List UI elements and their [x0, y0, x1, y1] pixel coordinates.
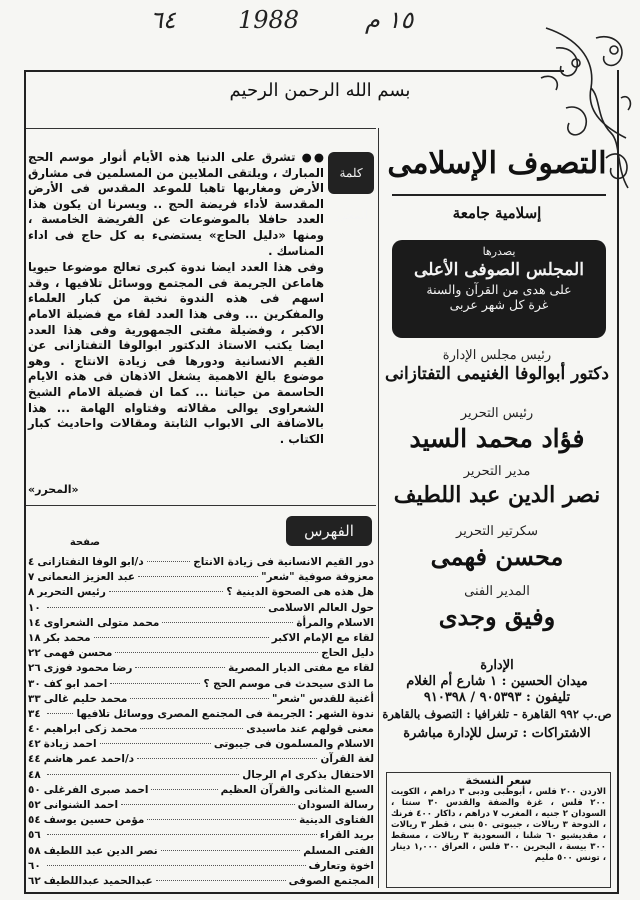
toc-item-page: ٦٠	[28, 859, 41, 872]
toc-leader-dots	[47, 607, 265, 608]
toc-leader-dots	[94, 637, 269, 638]
toc-page-label: صفحة	[69, 537, 100, 548]
toc-row	[28, 617, 374, 632]
toc-item-page: ٦٢	[28, 874, 41, 887]
toc-item-author: د/احمد عمر هاشم	[43, 753, 135, 766]
price-title: سعر النسخة	[465, 774, 532, 787]
toc-leader-dots	[110, 683, 200, 684]
toc-row	[28, 829, 374, 844]
toc-leader-dots	[162, 622, 293, 623]
staff-role-editor-in-chief: رئيس التحرير	[460, 406, 534, 421]
publisher-box	[392, 240, 606, 338]
administration-address: ميدان الحسين : ١ شارع أم الغلام	[406, 674, 588, 689]
toc-item-page: ٣٠	[28, 677, 41, 690]
toc-row	[28, 647, 374, 662]
toc-row	[28, 693, 374, 708]
staff-name-art-director: وفيق وجدى	[438, 602, 556, 631]
toc-leader-dots	[151, 789, 217, 790]
editorial-rule	[26, 505, 376, 506]
toc-row	[28, 556, 374, 571]
toc-item-page: ٣٤	[28, 707, 41, 720]
toc-leader-dots	[135, 667, 225, 668]
toc-item-page: ٥٤	[28, 814, 41, 827]
toc-item-author: احمد ابو كف	[43, 677, 108, 690]
basmala-rule	[26, 128, 376, 129]
toc-row	[28, 799, 374, 814]
basmala: بسم الله الرحمن الرحيم	[229, 80, 411, 101]
toc-row	[28, 738, 374, 753]
toc-item-page: ٢٢	[28, 647, 41, 660]
staff-role-secretary: سكرتير التحرير	[456, 524, 538, 539]
magazine-title: التصوف الإسلامى	[387, 146, 607, 181]
price-text: الاردن ٢٠٠ فلس ، أبوظبى ودبى ٣ دراهم ، الكويت ٢٠٠ فلس ، غزة والضفة والقدس ٣٠ سنتا ، السودان ٢ جنيه ، المغرب ٧ دراهم ، داكار ٤٠٠ فرنك ، الدوحة ٣ ريالات ، جيبوتى ٥٠ بنى ، قطر ٣ ريالات ، مقديشيو ٦٠ شلنا ، السعودية ٣ ريالات ، مسقط ٣٠٠ بيسة ، البحرين ٣٠٠ فلس ، العراق ١,٠٠٠ دينار ، تونس ٥٠٠ مليم	[391, 787, 607, 863]
toc-item-title: أغنية للقدس "شعر"	[271, 692, 374, 705]
toc-row	[28, 708, 374, 723]
staff-name-chairman: دكتور أبوالوفا الغنيمى التفتازانى	[385, 364, 609, 384]
staff-role-chairman: رئيس مجلس الإدارة	[442, 348, 552, 363]
toc-item-title: بريد القراء	[319, 829, 374, 842]
publisher-name: المجلس الصوفى الأعلى	[414, 260, 584, 280]
toc-item-page: ٥٦	[28, 829, 41, 842]
staff-name-managing-editor: نصر الدين عبد اللطيف	[393, 482, 601, 508]
toc-row	[28, 678, 374, 693]
toc-item-author: رئيس التحرير	[37, 586, 106, 599]
toc-item-author: محمد زكى ابراهيم	[43, 723, 138, 736]
toc-row	[28, 602, 374, 617]
toc-item-page: ٥٠	[28, 783, 41, 796]
toc-item-title: الاحتفال بذكرى ام الرجال	[242, 768, 374, 781]
toc-leader-dots	[47, 865, 306, 866]
column-divider	[378, 128, 379, 888]
editorial-text	[28, 150, 324, 448]
toc-leader-dots	[121, 804, 295, 805]
toc-item-title: ما الذى سيحدث فى موسم الحج ؟	[203, 677, 374, 690]
title-rule	[392, 194, 606, 196]
publisher-line-3: على هدى من القرآن والسنة	[426, 282, 572, 297]
toc-item-page: ٤٠	[28, 723, 41, 736]
toc-item-page: ٨	[28, 586, 35, 599]
toc-item-author: رضا محمود فوزى	[43, 662, 133, 675]
toc-item-title: دور القيم الانسانية فى زيادة الانتاج	[193, 556, 374, 568]
toc-item-title: معنى قولهم عند ماسيدى	[246, 723, 374, 736]
toc-row	[28, 814, 374, 829]
administration-subscriptions: الاشتراكات : ترسل للإدارة مباشرة	[403, 726, 591, 741]
toc-item-author: عبدالحميد عبداللطيف	[43, 874, 153, 887]
toc-item-title: دليل الحاج	[321, 647, 374, 660]
toc-item-author: د/ابو الوفا التفتازانى	[37, 556, 144, 568]
toc-item-author: محمد حليم غالى	[43, 692, 128, 705]
toc-item-author: مؤمن حسين يوسف	[43, 814, 145, 827]
editorial-paragraph-1: ●● تشرق على الدنيا هذه الأيام أنوار موسم الحج المبارك ، ويلتقى الملايين من المسلمين فى مشارق الأرض ومغاربها تاهبا للموعد المقدس فى الأرض المقدسة لأداء فريضة الحج .. ويسرنا ان يكون هذا العدد حافلا بالموضوعات عن الفريضة الخامسة ، ومنها «دليل الحاج» يستضىء به كل حاج فى اداء المناسك .	[28, 150, 324, 258]
staff-role-managing-editor: مدير التحرير	[463, 464, 531, 479]
toc-item-page: ٢٦	[28, 662, 41, 675]
toc-item-title: اخوة وتعارف	[308, 859, 374, 872]
toc-leader-dots	[161, 850, 301, 851]
handwritten-year: 1988	[238, 6, 300, 34]
toc-item-page: ٤٤	[28, 753, 41, 766]
toc-item-title: لقاء مع مفتى الديار المصرية	[228, 662, 374, 675]
administration-phone: تليفون : ٩٠٥٣٩٣ / ٩١٠٣٩٨	[423, 690, 571, 705]
price-box	[386, 772, 611, 888]
toc-item-page: ١٨	[28, 631, 41, 644]
toc-leader-dots	[140, 728, 243, 729]
publisher-line-1: يصدرها	[482, 245, 516, 258]
toc-item-page: ٥٢	[28, 799, 41, 811]
toc-item-page: ٥٨	[28, 844, 41, 857]
toc-item-title: الاسلام والمرأة	[296, 616, 374, 629]
toc-item-title: الفتاوى الدينية	[299, 814, 374, 827]
toc-item-author: نصر الدين عبد اللطيف	[43, 844, 158, 857]
toc-heading: الفهرس	[286, 516, 372, 546]
toc-item-author: محسن فهمى	[43, 647, 113, 660]
toc-item-author: محمد متولى الشعراوى	[43, 616, 160, 629]
toc-row	[28, 571, 374, 586]
toc-item-author: احمد الشنوانى	[43, 799, 119, 811]
toc-row	[28, 784, 374, 799]
toc-leader-dots	[47, 834, 317, 835]
toc-leader-dots	[147, 819, 296, 820]
table-of-contents	[28, 556, 374, 890]
toc-item-title: لقاء مع الإمام الاكبر	[271, 631, 374, 644]
toc-item-page: ٣٣	[28, 692, 41, 705]
handwritten-month: ١٥ م	[365, 6, 414, 34]
toc-item-author: محمد بكر	[43, 631, 91, 644]
toc-item-page: ٤	[28, 556, 35, 568]
toc-item-page: ٤٢	[28, 738, 41, 751]
toc-item-title: هل هذه هى الصحوة الدينية ؟	[226, 586, 374, 599]
toc-item-title: المجتمع الصوفى	[288, 874, 374, 887]
toc-leader-dots	[137, 758, 317, 759]
administration-block	[382, 658, 612, 742]
toc-item-page: ١٤	[28, 616, 41, 629]
toc-item-page: ٧	[28, 571, 35, 584]
toc-leader-dots	[47, 774, 240, 775]
publisher-line-4: غرة كل شهر عربى	[449, 297, 549, 312]
toc-item-author: عبد العزيز النعمانى	[37, 571, 135, 584]
staff-name-secretary: محسن فهمى	[430, 542, 564, 571]
toc-item-title: الاسلام والمسلمون فى جيبوتى	[213, 738, 374, 751]
toc-item-title: الفتى المسلم	[303, 844, 374, 857]
toc-row	[28, 769, 374, 784]
toc-row	[28, 845, 374, 860]
toc-item-title: ندوة الشهر : الجريمة فى المجتمع المصرى ووسائل تلافيها	[76, 707, 374, 720]
administration-label: الإدارة	[480, 658, 514, 673]
toc-row	[28, 723, 374, 738]
toc-item-title: لغة القرآن	[320, 753, 374, 766]
editorial-heading: كلمة المحرر	[328, 152, 374, 194]
toc-item-page: ١٠	[28, 601, 41, 614]
toc-row	[28, 860, 374, 875]
administration-pobox: ص.ب ٩٩٢ القاهرة - تلغرافيا : التصوف بالقاهرة	[382, 707, 612, 721]
editorial-paragraph-2: وفى هذا العدد ايضا ندوة كبرى تعالج موضوعا حيويا هاماعن الجريمة فى المجتمع ووسائل تلافيها ، وقد اسهم فى هذه الندوة نخبة من كبار العلماء والمفكرين ... وفى هذا العدد لقاء مع فضيلة الامام الاكبر ، وفضيلة مفتى الجمهورية وفى هذا العدد ايضا يكتب الاستاذ الدكتور ابوالوفا التفتازانى عن القيم الانسانية ودورها فى زيادة الانتاج . وهو موضوع بالغ الاهمية يشغل الاذهان فى هذه الايام الحاسمة من حياتنا ... كما ان فضيلة الامام الشيخ الشعراوى يوالى مقالاته وفتاواه الهامة ... هذا بالاضافة الى الابواب الثابتة ومقالات واحاديث كبار الكتاب .	[28, 260, 324, 446]
toc-item-author: احمد زيادة	[43, 738, 97, 751]
toc-item-title: السبع المثانى والقرآن العظيم	[220, 783, 374, 796]
toc-leader-dots	[115, 652, 318, 653]
toc-row	[28, 753, 374, 768]
toc-leader-dots	[47, 713, 74, 714]
magazine-subtitle: إسلامية جامعة	[452, 204, 542, 222]
toc-leader-dots	[109, 591, 224, 592]
toc-item-title: معزوفة صوفية "شعر"	[261, 571, 374, 584]
toc-leader-dots	[100, 743, 211, 744]
staff-role-art-director: المدير الفنى	[464, 584, 530, 599]
toc-item-title: حول العالم الاسلامى	[268, 601, 374, 614]
toc-row	[28, 632, 374, 647]
toc-item-title: رسالة السودان	[297, 799, 374, 811]
handwritten-issue: ٦٤	[150, 6, 176, 34]
toc-leader-dots	[147, 561, 191, 562]
toc-leader-dots	[156, 880, 286, 881]
toc-item-page: ٤٨	[28, 768, 41, 781]
toc-row	[28, 586, 374, 601]
toc-row	[28, 662, 374, 677]
toc-item-author: احمد صبرى الفرغلى	[43, 783, 149, 796]
toc-leader-dots	[138, 576, 258, 577]
editorial-signature: «المحرر»	[28, 483, 79, 496]
staff-name-editor-in-chief: فؤاد محمد السيد	[409, 424, 585, 453]
toc-leader-dots	[130, 698, 269, 699]
toc-row	[28, 875, 374, 890]
